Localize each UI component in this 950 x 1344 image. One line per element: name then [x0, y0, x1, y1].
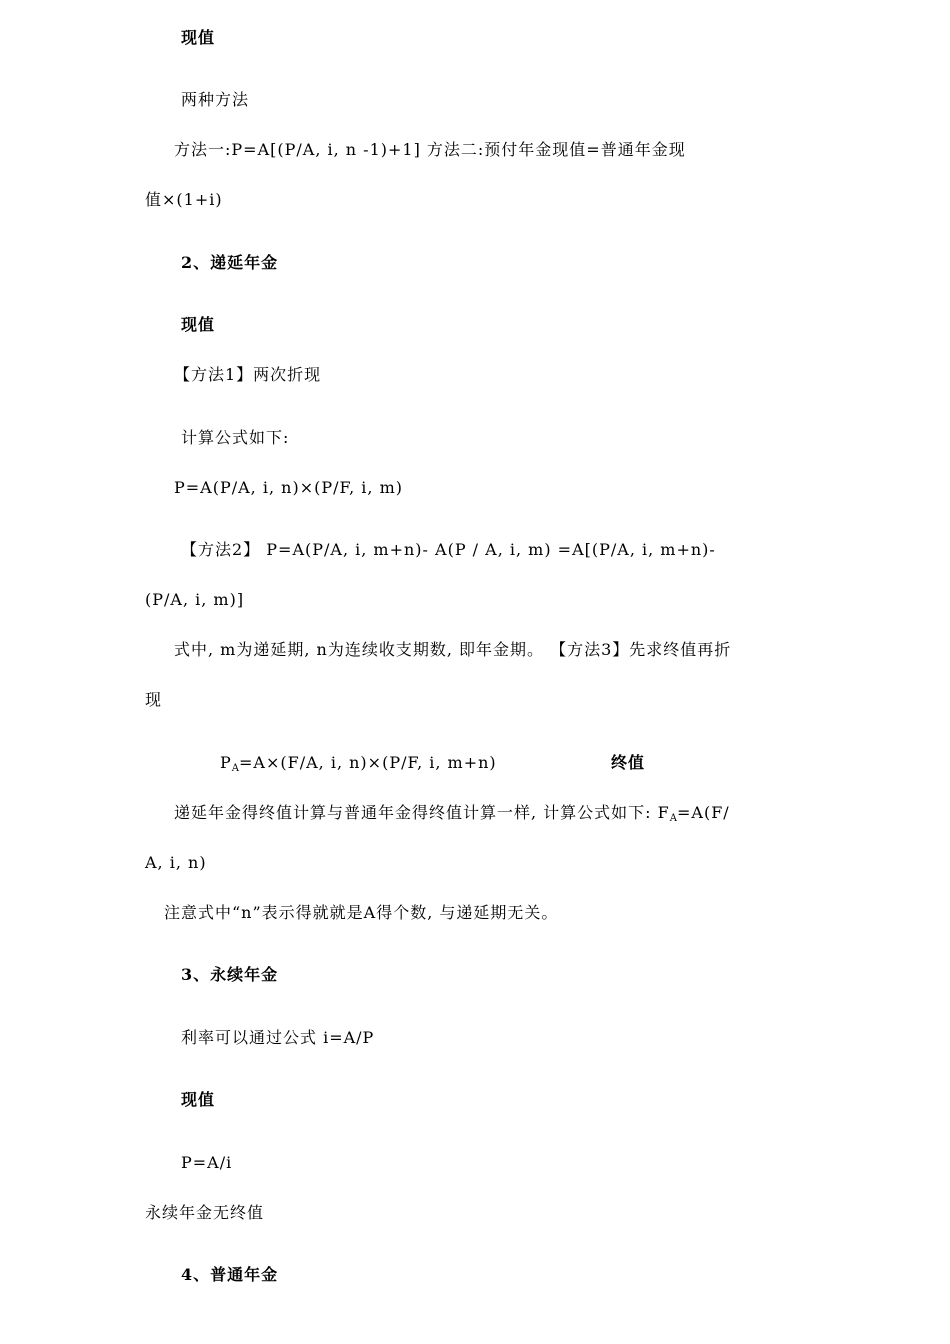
formula-method-3-body: =A×(F/A, i, n)×(P/F, i, m+n) — [239, 753, 497, 772]
paragraph-future-value — [174, 802, 730, 830]
heading-present-value-3: 现值 — [181, 1090, 216, 1109]
paragraph-formula-intro: 计算公式如下: — [181, 428, 290, 447]
formula-method-1: P=A(P/A, i, n)×(P/F, i, m) — [174, 478, 403, 497]
formula-method-3 — [220, 752, 497, 780]
section-heading-ordinary-annuity: 4、普通年金 — [181, 1265, 279, 1284]
heading-future-value: 终值 — [611, 753, 646, 772]
formula-method-2: 【方法2】 P=A(P/A, i, m+n)- A(P / A, i, m) =A[(P/A, i, m+n)- — [181, 540, 716, 559]
formula-continuation: 值×(1+i) — [145, 190, 223, 209]
section-heading-perpetuity: 3、永续年金 — [181, 965, 279, 984]
formula-symbol-p: P — [220, 753, 232, 772]
paragraph-variables-method-3: 式中, m为递延期, n为连续收支期数, 即年金期。 【方法3】先求终值再折 — [174, 640, 732, 659]
formula-method-2-continuation: (P/A, i, m)] — [145, 590, 245, 609]
paragraph-two-methods: 两种方法 — [181, 90, 250, 109]
heading-present-value-2: 现值 — [181, 315, 216, 334]
section-heading-deferred-annuity: 2、递延年金 — [181, 253, 279, 272]
paragraph-note: 注意式中“n”表示得就就是A得个数, 与递延期无关。 — [164, 903, 559, 922]
future-value-formula: =A(F/ — [677, 803, 730, 822]
formula-method-one-two: 方法一:P=A[(P/A, i, n -1)+1] 方法二:预付年金现值=普通年金现 — [174, 140, 686, 159]
future-value-formula-continuation: A, i, n) — [145, 853, 207, 872]
paragraph-method-1: 【方法1】两次折现 — [174, 365, 322, 384]
formula-subscript-a: A — [231, 763, 239, 774]
formula-perpetuity: P=A/i — [181, 1153, 233, 1172]
heading-present-value: 现值 — [181, 28, 216, 47]
future-value-subscript-a: A — [669, 813, 677, 824]
future-value-text: 递延年金得终值计算与普通年金得终值计算一样, 计算公式如下: F — [174, 803, 670, 822]
paragraph-no-future-value: 永续年金无终值 — [145, 1203, 265, 1222]
paragraph-interest-rate: 利率可以通过公式 i=A/P — [181, 1028, 375, 1047]
paragraph-method-3-continuation: 现 — [145, 690, 163, 709]
